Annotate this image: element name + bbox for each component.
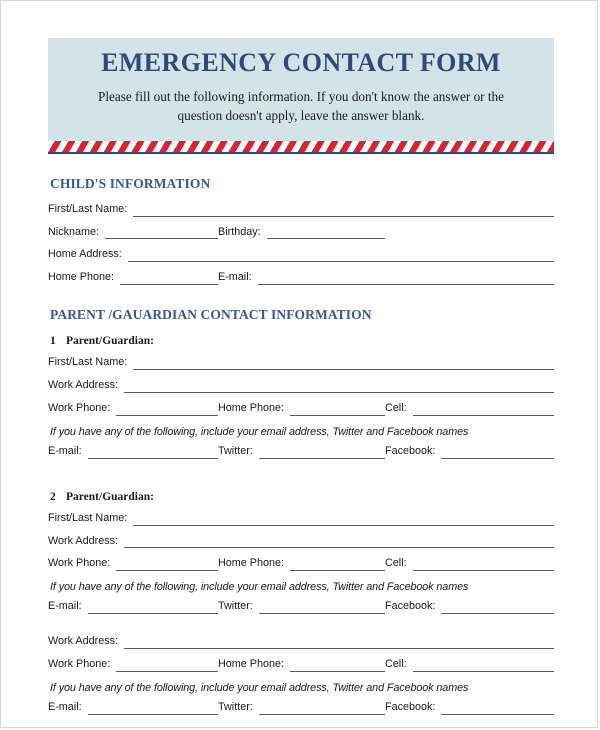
child-home-phone-label: Home Phone:	[48, 271, 115, 284]
guardian-3-work-phone-input[interactable]	[116, 660, 218, 672]
form-sheet	[48, 38, 554, 715]
guardian-2-home-phone-field[interactable]	[218, 558, 385, 571]
child-home-address-row	[48, 249, 554, 262]
child-birthday-input[interactable]	[267, 227, 385, 239]
guardian-1-number: 1	[50, 335, 56, 348]
guardian-2-twitter-field[interactable]	[218, 601, 385, 614]
guardian-2-cell-label: Cell:	[385, 557, 407, 570]
guardian-2-phones-row	[48, 558, 554, 571]
form-header	[48, 38, 554, 141]
guardian-2-facebook-input[interactable]	[441, 602, 554, 614]
guardian-2-heading	[50, 491, 554, 503]
guardian-3-home-phone-label: Home Phone:	[218, 658, 285, 671]
divider-rule	[48, 152, 554, 154]
guardian-1-home-phone-field[interactable]	[218, 403, 385, 416]
guardian-2-name-row	[48, 513, 554, 526]
guardian-1-work-address-field[interactable]	[48, 380, 554, 393]
guardian-1-twitter-label: Twitter:	[218, 444, 253, 457]
guardian-1-first-last-name-label: First/Last Name:	[48, 356, 128, 369]
child-home-address-label: Home Address:	[48, 248, 122, 261]
child-information-section	[48, 176, 554, 286]
guardian-1-cell-label: Cell:	[385, 401, 407, 414]
child-email-label: E-mail:	[218, 271, 252, 284]
page-title: EMERGENCY CONTACT FORM	[101, 48, 501, 77]
guardian-2-email-label: E-mail:	[48, 600, 82, 613]
guardian-2-home-phone-input[interactable]	[290, 559, 385, 571]
guardian-1-twitter-input[interactable]	[259, 447, 385, 459]
child-birthday-label: Birthday:	[218, 225, 261, 238]
guardian-1-name-row	[48, 357, 554, 370]
guardian-1-facebook-input[interactable]	[441, 447, 554, 459]
guardian-2-home-phone-label: Home Phone:	[218, 557, 285, 570]
guardian-1-home-phone-label: Home Phone:	[218, 401, 285, 414]
guardian-2-social-note: If you have any of the following, include your email address, Twitter and Facebook names	[50, 581, 469, 594]
guardian-1-social-note: If you have any of the following, include your email address, Twitter and Facebook names	[50, 425, 469, 438]
guardian-1-email-label: E-mail:	[48, 444, 82, 457]
child-first-last-name-label: First/Last Name:	[48, 202, 128, 215]
parent-section-heading: PARENT /GAUARDIAN CONTACT INFORMATION	[50, 307, 372, 323]
guardian-1-heading	[50, 335, 554, 347]
guardian-2-cell-field[interactable]	[385, 558, 554, 571]
guardian-1-twitter-field[interactable]	[218, 446, 385, 459]
guardian-1-work-address-input[interactable]	[124, 381, 554, 393]
child-nickname-label: Nickname:	[48, 225, 100, 238]
guardian-2-email-field[interactable]	[48, 601, 218, 614]
guardian-1-work-phone-label: Work Phone:	[48, 401, 111, 414]
guardian-1-home-phone-input[interactable]	[290, 404, 385, 416]
guardian-3-work-address-input[interactable]	[124, 637, 554, 649]
guardian-1-label: Parent/Guardian:	[66, 335, 154, 348]
guardian-1-work-phone-field[interactable]	[48, 403, 218, 416]
guardian-3-work-phone-field[interactable]	[48, 659, 218, 672]
child-nickname-input[interactable]	[105, 227, 218, 239]
guardian-1-work-address-row	[48, 380, 554, 393]
guardian-1-facebook-label: Facebook:	[385, 444, 436, 457]
guardian-2-first-last-name-field[interactable]	[48, 513, 554, 526]
guardian-2-facebook-label: Facebook:	[385, 600, 436, 613]
guardian-3-email-label: E-mail:	[48, 700, 82, 713]
guardian-2-first-last-name-input[interactable]	[133, 514, 554, 526]
guardian-3-home-phone-field[interactable]	[218, 659, 385, 672]
guardian-block-spacer	[48, 469, 554, 491]
guardian-3-social-row	[48, 702, 554, 715]
child-nickname-birthday-row	[48, 227, 554, 240]
guardian-2-work-address-row	[48, 536, 554, 549]
guardian-1-email-input[interactable]	[88, 447, 218, 459]
guardian-3-work-address-field[interactable]	[48, 636, 554, 649]
guardian-2-first-last-name-label: First/Last Name:	[48, 511, 128, 524]
guardian-3-cell-field[interactable]	[385, 659, 554, 672]
child-home-phone-input[interactable]	[120, 273, 218, 285]
guardian-1-first-last-name-input[interactable]	[133, 358, 554, 370]
guardian-2-work-phone-field[interactable]	[48, 558, 218, 571]
guardian-1-social-row	[48, 446, 554, 459]
child-birthday-field[interactable]	[218, 227, 385, 240]
guardian-1-email-field[interactable]	[48, 446, 218, 459]
guardian-3-work-phone-label: Work Phone:	[48, 658, 111, 671]
guardian-1-first-last-name-field[interactable]	[48, 357, 554, 370]
guardian-2-twitter-label: Twitter:	[218, 600, 253, 613]
guardian-3-work-address-row	[48, 636, 554, 649]
guardian-1-cell-field[interactable]	[385, 403, 554, 416]
child-email-input[interactable]	[258, 273, 554, 285]
guardian-2-email-input[interactable]	[88, 602, 218, 614]
guardian-2-work-phone-input[interactable]	[116, 559, 218, 571]
guardian-2-work-address-label: Work Address:	[48, 534, 119, 547]
guardian-2-social-row	[48, 601, 554, 614]
guardian-2-work-address-input[interactable]	[124, 536, 554, 548]
guardian-2-cell-input[interactable]	[413, 559, 554, 571]
guardian-3-facebook-field[interactable]	[385, 702, 554, 715]
guardian-2-work-address-field[interactable]	[48, 536, 554, 549]
guardian-2-label: Parent/Guardian:	[66, 490, 154, 503]
parent-guardian-section	[48, 307, 554, 715]
striped-divider	[48, 141, 554, 152]
child-home-address-input[interactable]	[128, 250, 554, 262]
child-name-row	[48, 204, 554, 217]
guardian-1-cell-input[interactable]	[413, 404, 554, 416]
guardian-3-social-note: If you have any of the following, include your email address, Twitter and Facebook names	[50, 681, 469, 694]
guardian-2-work-phone-label: Work Phone:	[48, 557, 111, 570]
guardian-3-cell-input[interactable]	[413, 660, 554, 672]
child-phone-email-row	[48, 272, 554, 285]
guardian-3-email-field[interactable]	[48, 702, 218, 715]
guardian-1-work-address-label: Work Address:	[48, 379, 119, 392]
guardian-3-twitter-field[interactable]	[218, 702, 385, 715]
guardian-3-twitter-input[interactable]	[259, 703, 385, 715]
child-home-phone-field[interactable]	[48, 272, 218, 285]
guardian-3-cell-label: Cell:	[385, 658, 407, 671]
guardian-1-phones-row	[48, 403, 554, 416]
guardian-2-twitter-input[interactable]	[259, 602, 385, 614]
guardian-2-number: 2	[50, 490, 56, 503]
guardian-3-email-input[interactable]	[88, 703, 218, 715]
guardian-1-facebook-field[interactable]	[385, 446, 554, 459]
guardian-2-facebook-field[interactable]	[385, 601, 554, 614]
child-email-field[interactable]	[218, 272, 554, 285]
guardian-3-facebook-input[interactable]	[441, 703, 554, 715]
guardian-3-work-address-label: Work Address:	[48, 635, 119, 648]
child-first-last-name-input[interactable]	[133, 205, 554, 217]
child-first-last-name-field[interactable]	[48, 204, 554, 217]
guardian-3-twitter-label: Twitter:	[218, 700, 253, 713]
guardian-3-phones-row	[48, 659, 554, 672]
child-section-heading: CHILD'S INFORMATION	[50, 175, 211, 191]
child-home-address-field[interactable]	[48, 249, 554, 262]
child-nickname-field[interactable]	[48, 227, 218, 240]
guardian-3-home-phone-input[interactable]	[290, 660, 385, 672]
form-instructions: Please fill out the following information. If you don't know the answer or the question doesn't apply, leave the answer blank.	[98, 88, 504, 124]
guardian-3-facebook-label: Facebook:	[385, 700, 436, 713]
guardian-1-work-phone-input[interactable]	[116, 404, 218, 416]
guardian-block-spacer-2	[48, 624, 554, 636]
